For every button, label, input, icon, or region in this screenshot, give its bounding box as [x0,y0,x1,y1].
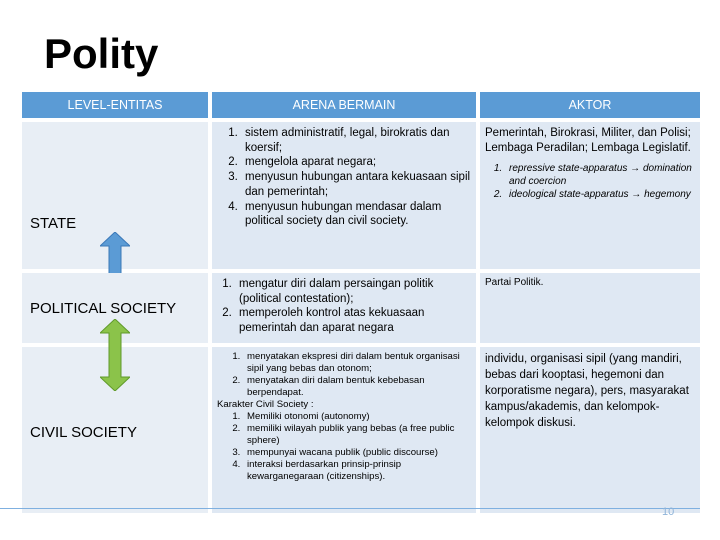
civil-aktor-cell [480,347,700,513]
header-arena: ARENA BERMAIN [212,92,476,118]
header-row [22,92,700,118]
political-aktor-cell [480,273,700,343]
list-item: 2. menyatakan diri dalam bentuk kebebasan berpendapat. [243,375,471,399]
list-item: 3. mempunyai wacana publik (public discourse) [243,447,471,459]
civil-karakter-heading: Karakter Civil Society : [217,398,314,410]
civil-label: CIVIL SOCIETY [30,424,137,441]
page-number: 10 [662,506,675,518]
state-arena-list [217,126,471,229]
list-item: 2. memperoleh kontrol atas kekuasaan pemerintah dan aparat negara [235,306,471,335]
state-aktor-text: Pemerintah, Birokrasi, Militer, dan Polisi; Lembaga Peradilan; Lembaga Legislatif. [485,127,691,154]
footer-divider [0,508,700,509]
list-item: 1. Memiliki otonomi (autonomy) [243,411,471,423]
state-label: STATE [30,215,77,232]
polity-table [18,88,704,517]
list-item: 1. menyatakan ekspresi diri dalam bentuk organisasi sipil yang bebas dan otonom; [243,351,471,375]
list-item: 1. sistem administratif, legal, birokratis dan koersif; [241,126,471,155]
list-item: 1. repressive state-apparatus → domination and coercion [505,163,695,189]
list-item: 2. ideological state-apparatus → hegemony [505,189,695,202]
state-arena-item-4-text: menyusun hubungan mendasar dalam political society dan civil society. [245,200,442,228]
civil-arena-list-b [217,411,471,483]
header-aktor: AKTOR [480,92,700,118]
state-level-cell [22,122,208,269]
state-aktor-list [485,163,695,201]
list-item: 1. mengatur diri dalam persaingan politik (political contestation); [235,277,471,306]
list-item: 2. memiliki wilayah publik yang bebas (a free public sphere) [243,423,471,447]
slide-title: Polity [44,30,159,77]
civil-arena-cell [212,347,476,513]
political-label: POLITICAL SOCIETY [30,300,177,317]
list-item: 2. mengelola aparat negara; [241,155,471,170]
list-item: 4. interaksi berdasarkan prinsip-prinsip kewarganegaraan (citizenships). [243,459,471,483]
double-arrow-green-icon [100,319,130,391]
list-item [241,200,471,229]
state-arena-cell [212,122,476,269]
political-aktor-text: Partai Politik. [485,277,544,288]
civil-level-cell [22,347,208,513]
civil-aktor-text: individu, organisasi sipil (yang mandiri, bebas dari kooptasi, hegemoni dan korporatisme negara), pers, masyarakat kampus/akademis, dan kelompok-kelompok diskusi. [485,353,689,430]
civil-arena-list-a [217,351,471,399]
civil-row [22,347,700,513]
header-level: LEVEL-ENTITAS [22,92,208,118]
state-row [22,122,700,269]
state-aktor-cell [480,122,700,269]
list-item: 3. menyusun hubungan antara kekuasaan sipil dan pemerintah; [241,170,471,199]
political-arena-list [217,277,471,336]
political-arena-cell [212,273,476,343]
